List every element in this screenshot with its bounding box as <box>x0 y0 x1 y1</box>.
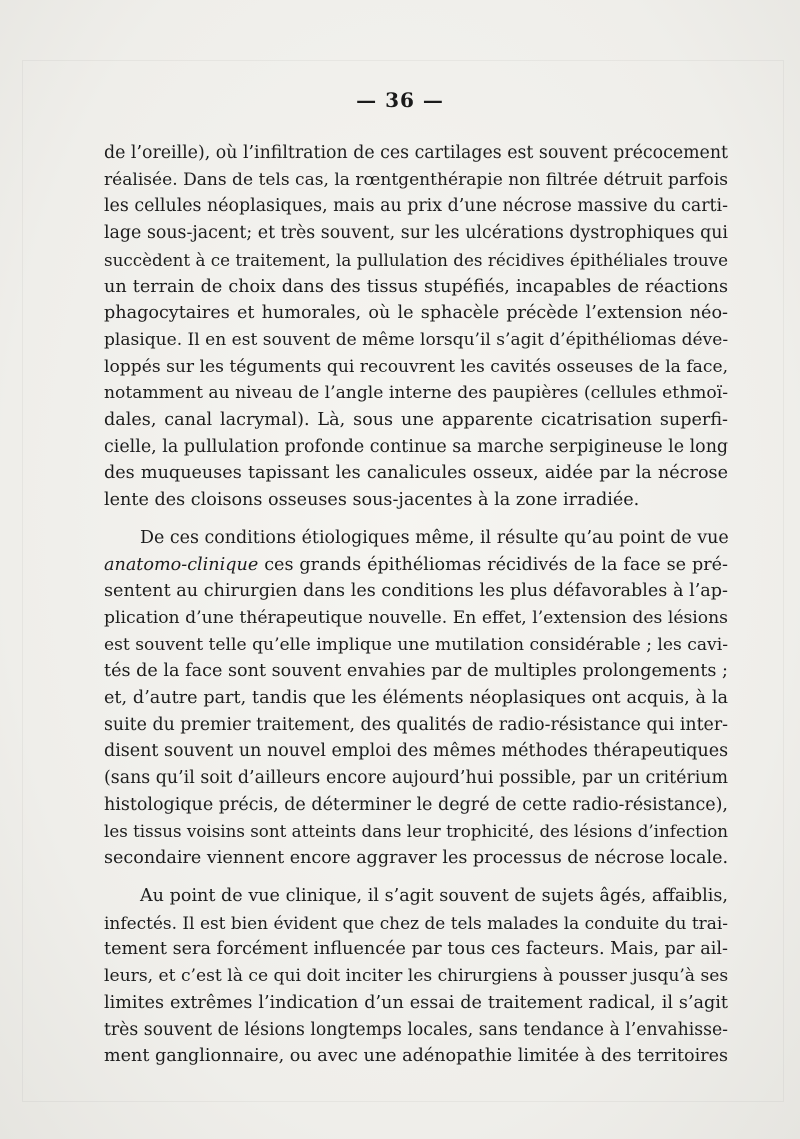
text-line: suite du premier traitement, des qualités de radio-résistance qui inter- <box>104 714 728 735</box>
text-line: limites extrêmes l’indication d’un essai de traitement radical, il s’agit <box>104 992 728 1013</box>
text-line: phagocytaires et humorales, où le sphacèle précède l’extension néo- <box>104 303 728 324</box>
text-line: est souvent telle qu’elle implique une mutilation considérable ; les cavi- <box>104 634 728 655</box>
paragraph-2 <box>104 525 728 872</box>
text-line: loppés sur les téguments qui recouvrent les cavités osseuses de la face, <box>104 356 729 377</box>
text-line: de l’oreille), où l’infiltration de ces cartilages est souvent précocement <box>104 143 728 163</box>
text-line: (sans qu’il soit d’ailleurs encore aujourd’hui possible, par un critérium <box>104 768 728 789</box>
body-text <box>104 140 728 1070</box>
paragraph-3 <box>104 883 728 1070</box>
text-line: les cellules néoplasiques, mais au prix d’une nécrose massive du carti- <box>104 196 728 217</box>
text-line: ment ganglionnaire, ou avec une adénopathie limitée à des territoires <box>104 1046 728 1067</box>
text-line: notamment au niveau de l’angle interne des paupières (cellules ethmoï- <box>104 383 728 404</box>
text-line: cielle, la pullulation profonde continue sa marche serpigineuse le long <box>104 436 729 457</box>
text-line: lente des cloisons osseuses sous-jacentes à la zone irradiée. <box>104 490 640 511</box>
page-number: — 36 — <box>356 88 444 112</box>
text-line-indented: Au point de vue clinique, il s’agit souvent de sujets âgés, affaiblis, <box>140 885 728 906</box>
text-line <box>104 552 728 579</box>
text-line: dales, canal lacrymal). Là, sous une apparente cicatrisation superfi- <box>104 410 728 431</box>
text-line: disent souvent un nouvel emploi des mêmes méthodes thérapeutiques <box>104 741 729 762</box>
text-line: succèdent à ce traitement, la pullulation des récidives épithéliales trouve <box>104 249 728 270</box>
text-line: plasique. Il en est souvent de même lorsqu’il s’agit d’épithéliomas déve- <box>104 329 729 350</box>
text-line: infectés. Il est bien évident que chez de tels malades la conduite du trai- <box>104 912 728 933</box>
text-line-indented: De ces conditions étiologiques même, il résulte qu’au point de vue <box>140 527 729 548</box>
text-line: lage sous-jacent; et très souvent, sur les ulcérations dystrophiques qui <box>104 223 728 244</box>
text-line: plication d’une thérapeutique nouvelle. En effet, l’extension des lésions <box>104 607 728 628</box>
text-line: sentent au chirurgien dans les conditions les plus défavorables à l’ap- <box>104 581 728 602</box>
text-segment: ces grands épithéliomas récidivés de la face se pré- <box>258 554 728 575</box>
paragraph-1 <box>104 140 728 514</box>
text-line: tés de la face sont souvent envahies par de multiples prolongements ; <box>104 661 728 682</box>
italic-term: anatomo-clinique <box>104 554 259 575</box>
text-line: tement sera forcément influencée par tous ces facteurs. Mais, par ail- <box>104 939 728 960</box>
text-line: leurs, et c’est là ce qui doit inciter les chirurgiens à pousser jusqu’à ses <box>104 966 729 987</box>
text-line: histologique précis, de déterminer le degré de cette radio-résistance), <box>104 794 728 815</box>
text-line: un terrain de choix dans des tissus stupéfiés, incapables de réactions <box>104 276 728 297</box>
text-line: très souvent de lésions longtemps locales, sans tendance à l’envahisse- <box>104 1019 728 1040</box>
text-line: secondaire viennent encore aggraver les processus de nécrose locale. <box>104 848 729 869</box>
text-line: et, d’autre part, tandis que les éléments néoplasiques ont acquis, à la <box>104 688 728 709</box>
text-line: les tissus voisins sont atteints dans leur trophicité, des lésions d’infection <box>104 821 728 841</box>
text-line: des muqueuses tapissant les canalicules osseux, aidée par la nécrose <box>104 463 728 484</box>
text-line: réalisée. Dans de tels cas, la rœntgenthérapie non filtrée détruit parfois <box>104 169 729 190</box>
